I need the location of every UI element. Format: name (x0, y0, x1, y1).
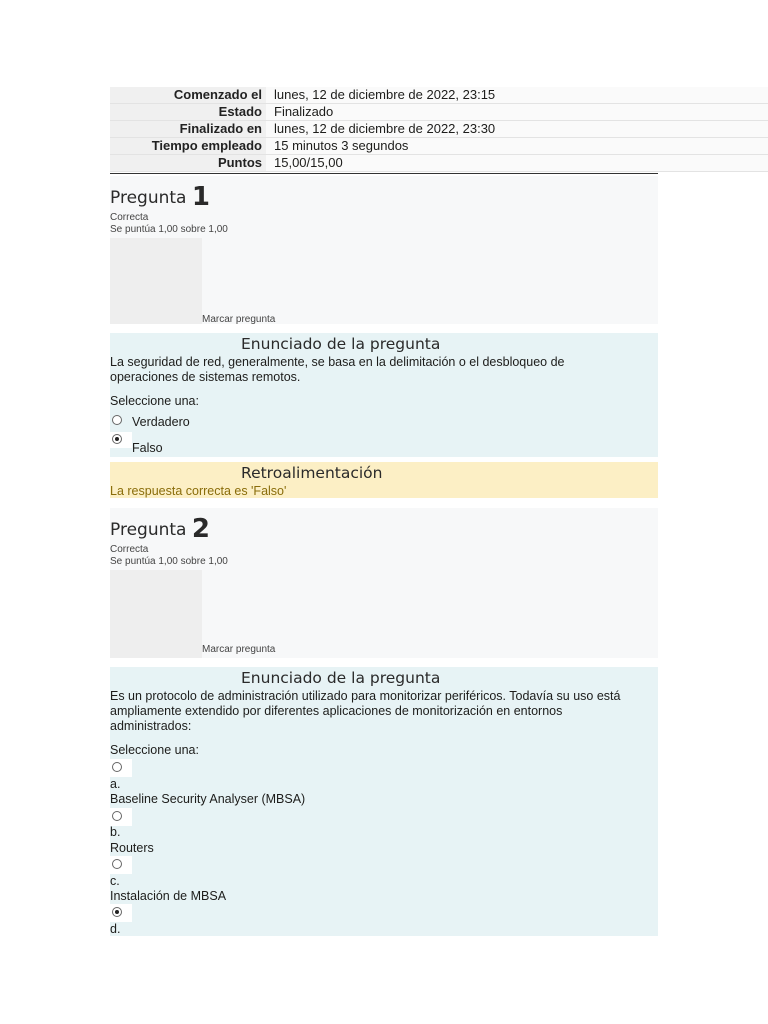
radio-checked-icon[interactable] (112, 434, 122, 444)
summary-value: lunes, 12 de diciembre de 2022, 23:15 (266, 87, 768, 104)
question-text: Es un protocolo de administración utilizado para monitorizar periféricos. Todavía su uso está ampliamente extendido por diferentes aplicaciones de monitorización en entornos administrados: (110, 689, 621, 733)
summary-label: Puntos (110, 155, 266, 172)
question-1-title (110, 182, 210, 212)
question-info-panel (110, 570, 202, 658)
question-word: Pregunta (110, 188, 187, 208)
question-2-info (110, 508, 658, 658)
option-label: Verdadero (132, 415, 190, 429)
option-letter: a. (110, 777, 121, 791)
summary-value: Finalizado (266, 104, 768, 121)
summary-label: Estado (110, 104, 266, 121)
summary-row-time (110, 138, 768, 155)
summary-row-points (110, 155, 768, 172)
select-one-prompt: Seleccione una: (110, 743, 199, 757)
summary-value: 15 minutos 3 segundos (266, 138, 768, 155)
option-a-radio[interactable] (110, 759, 132, 777)
radio-unchecked-icon[interactable] (112, 415, 122, 425)
feedback-text: La respuesta correcta es 'Falso' (110, 484, 287, 498)
summary-divider (110, 173, 658, 174)
question-info-panel (110, 238, 202, 324)
feedback-box (110, 462, 658, 498)
summary-label: Finalizado en (110, 121, 266, 138)
summary-row-started (110, 87, 768, 104)
flag-question-link[interactable]: Marcar pregunta (202, 644, 276, 655)
question-2-title (110, 514, 210, 544)
option-letter: c. (110, 874, 120, 888)
summary-label: Tiempo empleado (110, 138, 266, 155)
question-heading: Enunciado de la pregunta (241, 669, 441, 687)
radio-unchecked-icon[interactable] (112, 811, 122, 821)
option-falso[interactable] (110, 432, 163, 455)
summary-value: lunes, 12 de diciembre de 2022, 23:30 (266, 121, 768, 138)
option-d-radio[interactable] (110, 904, 132, 922)
feedback-heading: Retroalimentación (241, 464, 383, 482)
option-label: Baseline Security Analyser (MBSA) (110, 792, 306, 806)
option-b-radio[interactable] (110, 808, 132, 826)
question-grade: Se puntúa 1,00 sobre 1,00 (110, 224, 228, 235)
question-state: Correcta (110, 212, 149, 223)
option-label: Falso (132, 441, 163, 455)
option-label: Instalación de MBSA (110, 889, 227, 903)
question-text: La seguridad de red, generalmente, se basa en la delimitación o el desbloqueo de operaciones de sistemas remotos. (110, 355, 565, 384)
summary-value: 15,00/15,00 (266, 155, 768, 172)
question-1-info (110, 176, 658, 324)
radio-unchecked-icon[interactable] (112, 762, 122, 772)
flag-question-link[interactable]: Marcar pregunta (202, 314, 276, 325)
question-2-content (110, 667, 658, 936)
option-c-radio[interactable] (110, 856, 132, 874)
select-one-prompt: Seleccione una: (110, 394, 199, 408)
attempt-summary-table (110, 87, 768, 172)
summary-row-state (110, 104, 768, 121)
option-letter: d. (110, 922, 121, 936)
radio-checked-icon[interactable] (112, 907, 122, 917)
summary-row-finished (110, 121, 768, 138)
question-heading: Enunciado de la pregunta (241, 335, 441, 353)
radio-unchecked-icon[interactable] (112, 859, 122, 869)
question-state: Correcta (110, 544, 149, 555)
question-number: 1 (191, 182, 210, 212)
question-word: Pregunta (110, 520, 187, 540)
question-number: 2 (191, 514, 210, 544)
option-label: Routers (110, 841, 154, 855)
question-grade: Se puntúa 1,00 sobre 1,00 (110, 556, 228, 567)
summary-label: Comenzado el (110, 87, 266, 104)
question-1-content (110, 333, 658, 457)
option-letter: b. (110, 825, 121, 839)
